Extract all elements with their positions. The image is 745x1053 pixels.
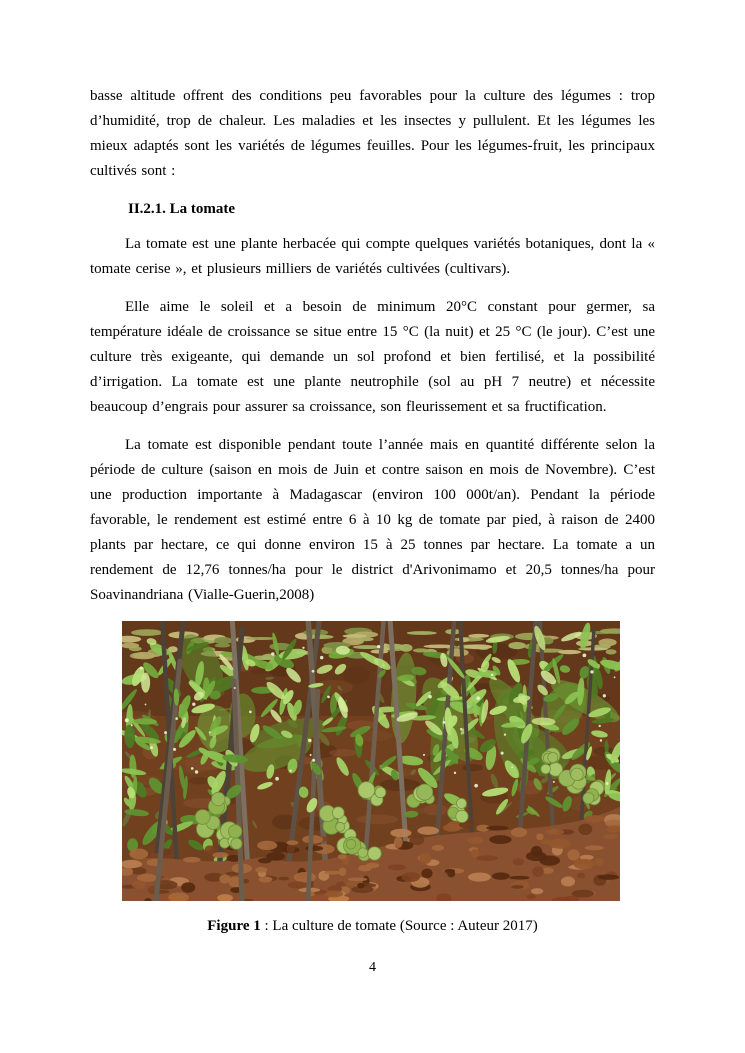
page-number: 4 — [369, 960, 376, 975]
figure-1 — [90, 621, 655, 939]
figure-caption-label: Figure 1 — [207, 918, 261, 934]
figure-caption-text: : La culture de tomate (Source : Auteur 2017) — [260, 918, 538, 934]
tomato-field-photo — [122, 621, 620, 901]
section-heading: II.2.1. La tomate — [128, 201, 236, 217]
paragraph-climate-requirements: Elle aime le soleil et a besoin de minimum 20°C constant pour germer, sa température idéale de croissance se situe entre 15 °C (la nuit) et 25 °C (le jour). C’est une culture très exigeante, qui demande un sol profond et bien fertilisé, et la possibilité d’irrigation. La tomate est une plante neutrophile (sol au pH 7 neutre) et nécessite beaucoup d’engrais pour assurer sa croissance, son fleurissement et sa fructification. — [90, 299, 655, 415]
intro-paragraph: basse altitude offrent des conditions peu favorables pour la culture des légumes : trop d’humidité, trop de chaleur. Les maladies et les insectes y pullulent. Et les légumes les mieux adaptés sont les variétés de légumes feuilles. Pour les légumes-fruit, les principaux cultivés sont : — [90, 88, 655, 179]
text-block — [90, 84, 655, 939]
figure-caption — [90, 914, 655, 939]
paragraph-production-yield: La tomate est disponible pendant toute l’année mais en quantité différente selon la période de culture (saison en mois de Juin et contre saison en mois de Novembre). C’est une production importante à Madagascar (environ 100 000t/an). Pendant la période favorable, le rendement est estimé entre 6 à 10 kg de tomate par pied, à raison de 2400 plants par hectare, ce qui donne environ 15 à 25 tonnes par hectare. La tomate a un rendement de 12,76 tonnes/ha pour le district d'Arivonimamo et 20,5 tonnes/ha pour Soavinandriana (Vialle-Guerin,2008) — [90, 437, 655, 603]
paragraph-tomato-description: La tomate est une plante herbacée qui compte quelques variétés botaniques, dont la « tomate cerise », et plusieurs milliers de variétés cultivées (cultivars). — [90, 236, 655, 277]
tomato-field-photo-svg — [122, 621, 620, 901]
